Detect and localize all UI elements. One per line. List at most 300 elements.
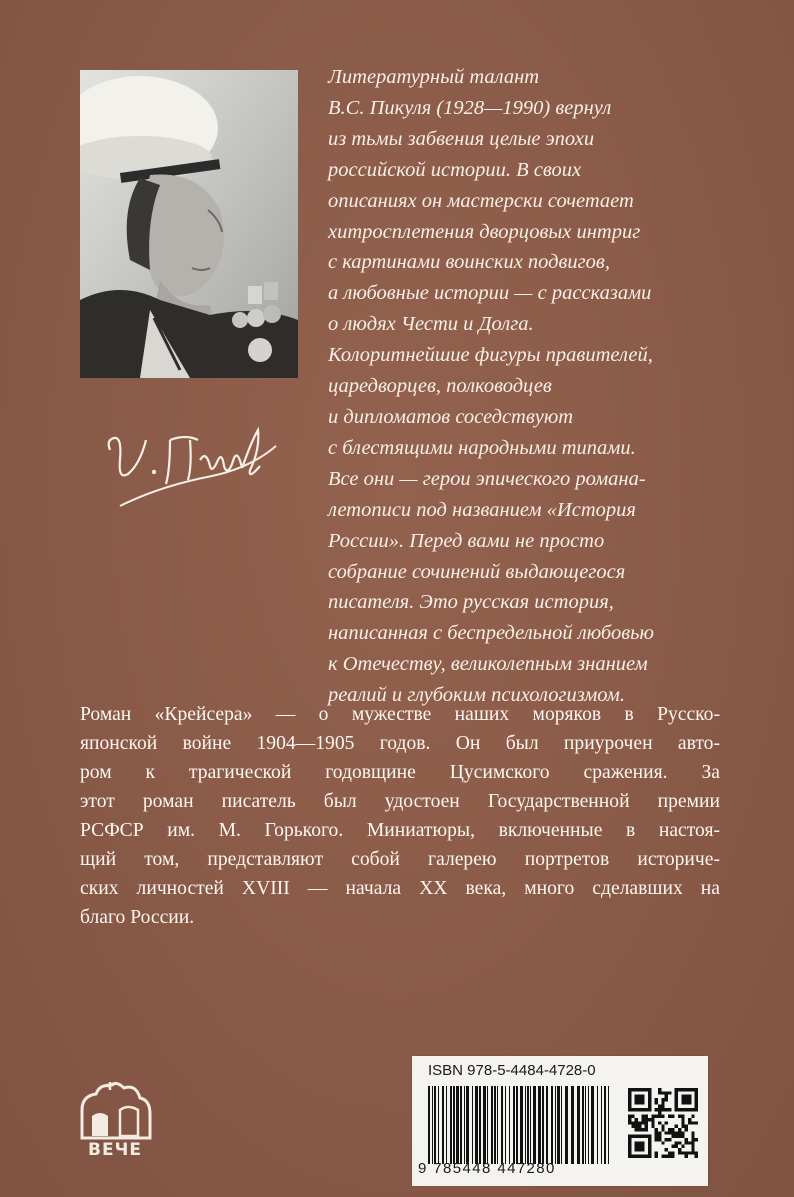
qr-module bbox=[681, 1098, 684, 1101]
qr-module bbox=[655, 1131, 658, 1134]
qr-module bbox=[671, 1131, 674, 1134]
qr-module bbox=[658, 1115, 661, 1118]
qr-module bbox=[691, 1108, 694, 1111]
barcode-bar bbox=[509, 1086, 510, 1164]
qr-module bbox=[691, 1115, 694, 1118]
qr-module bbox=[685, 1101, 688, 1104]
qr-module bbox=[658, 1138, 661, 1141]
qr-module bbox=[658, 1088, 661, 1091]
qr-module bbox=[678, 1088, 681, 1091]
qr-module bbox=[678, 1148, 681, 1151]
qr-module bbox=[645, 1121, 648, 1124]
qr-module bbox=[671, 1128, 674, 1131]
qr-module bbox=[641, 1095, 644, 1098]
qr-module bbox=[691, 1135, 694, 1138]
qr-module bbox=[655, 1098, 658, 1101]
qr-module bbox=[691, 1138, 694, 1141]
qr-module bbox=[635, 1088, 638, 1091]
barcode-bar bbox=[555, 1086, 556, 1164]
qr-module bbox=[648, 1098, 651, 1101]
qr-module bbox=[678, 1135, 681, 1138]
barcode-bar bbox=[428, 1086, 430, 1164]
qr-module bbox=[638, 1135, 641, 1138]
qr-module bbox=[648, 1145, 651, 1148]
qr-module bbox=[645, 1128, 648, 1131]
summary-line: этот роман писатель был удостоен Государственной премии bbox=[80, 791, 720, 812]
qr-module bbox=[635, 1145, 638, 1148]
qr-module bbox=[681, 1121, 684, 1124]
blurb-line: В.С. Пикуля (1928—1990) вернул bbox=[328, 96, 612, 119]
barcode-bar bbox=[438, 1086, 439, 1164]
qr-module bbox=[685, 1138, 688, 1141]
qr-module bbox=[661, 1115, 664, 1118]
qr-module bbox=[651, 1118, 654, 1121]
qr-module bbox=[668, 1115, 671, 1118]
qr-module bbox=[641, 1108, 644, 1111]
qr-module bbox=[678, 1108, 681, 1111]
barcode-bar bbox=[487, 1086, 488, 1164]
qr-module bbox=[648, 1095, 651, 1098]
qr-module bbox=[681, 1115, 684, 1118]
qr-module bbox=[631, 1088, 634, 1091]
book-summary bbox=[80, 700, 720, 932]
qr-module bbox=[661, 1105, 664, 1108]
barcode-bar bbox=[538, 1086, 541, 1164]
qr-module bbox=[661, 1125, 664, 1128]
qr-module bbox=[668, 1128, 671, 1131]
qr-module bbox=[691, 1131, 694, 1134]
qr-module bbox=[685, 1088, 688, 1091]
qr-module bbox=[631, 1155, 634, 1158]
qr-module bbox=[655, 1151, 658, 1154]
qr-module bbox=[695, 1088, 698, 1091]
qr-module bbox=[635, 1128, 638, 1131]
summary-line: ром к трагической годовщине Цусимского сражения. За bbox=[80, 762, 720, 783]
barcode-bar bbox=[520, 1086, 523, 1164]
qr-module bbox=[641, 1128, 644, 1131]
barcode-bar bbox=[491, 1086, 493, 1164]
qr-module bbox=[631, 1108, 634, 1111]
qr-module bbox=[688, 1088, 691, 1091]
qr-module bbox=[688, 1095, 691, 1098]
qr-module bbox=[658, 1121, 661, 1124]
qr-module bbox=[661, 1141, 664, 1144]
qr-module bbox=[638, 1148, 641, 1151]
qr-module bbox=[685, 1108, 688, 1111]
qr-module bbox=[668, 1131, 671, 1134]
qr-module bbox=[645, 1108, 648, 1111]
isbn-barcode-panel bbox=[412, 1056, 708, 1186]
qr-module bbox=[628, 1151, 631, 1154]
barcode-bar bbox=[456, 1086, 459, 1164]
qr-module bbox=[628, 1138, 631, 1141]
qr-module bbox=[648, 1151, 651, 1154]
qr-module bbox=[631, 1125, 634, 1128]
barcode-bar bbox=[479, 1086, 481, 1164]
qr-module bbox=[681, 1101, 684, 1104]
qr-module bbox=[675, 1095, 678, 1098]
qr-module bbox=[635, 1125, 638, 1128]
qr-module bbox=[635, 1148, 638, 1151]
qr-module bbox=[648, 1148, 651, 1151]
qr-module bbox=[648, 1091, 651, 1094]
qr-module bbox=[638, 1121, 641, 1124]
qr-module bbox=[635, 1118, 638, 1121]
qr-module bbox=[628, 1118, 631, 1121]
barcode-bar bbox=[577, 1086, 580, 1164]
qr-module bbox=[641, 1148, 644, 1151]
qr-module bbox=[675, 1105, 678, 1108]
qr-module bbox=[635, 1135, 638, 1138]
barcode-bar bbox=[561, 1086, 562, 1164]
qr-module bbox=[665, 1098, 668, 1101]
author-portrait-image bbox=[80, 70, 298, 378]
qr-module bbox=[645, 1115, 648, 1118]
blurb-line: и дипломатов соседствуют bbox=[328, 405, 574, 428]
qr-module bbox=[628, 1088, 631, 1091]
qr-module bbox=[678, 1131, 681, 1134]
barcode-bar bbox=[591, 1086, 594, 1164]
blurb-line: из тьмы забвения целые эпохи bbox=[328, 127, 595, 150]
qr-module bbox=[681, 1145, 684, 1148]
qr-module bbox=[688, 1118, 691, 1121]
qr-module bbox=[691, 1088, 694, 1091]
qr-module bbox=[641, 1135, 644, 1138]
qr-module bbox=[635, 1108, 638, 1111]
qr-module bbox=[641, 1098, 644, 1101]
blurb-line: царедворцев, полководцев bbox=[328, 375, 552, 398]
qr-module bbox=[695, 1098, 698, 1101]
blurb-line: к Отечеству, великолепным знанием bbox=[328, 653, 648, 676]
qr-module bbox=[678, 1151, 681, 1154]
qr-module bbox=[638, 1088, 641, 1091]
blurb-line: с блестящими народными типами. bbox=[328, 436, 636, 459]
qr-module bbox=[695, 1105, 698, 1108]
qr-module bbox=[655, 1108, 658, 1111]
barcode-bar bbox=[597, 1086, 598, 1164]
qr-module bbox=[668, 1138, 671, 1141]
summary-line: ских личностей XVIII — начала XX века, много сделавших на bbox=[80, 878, 720, 899]
qr-module bbox=[641, 1145, 644, 1148]
barcode-digits: 9 785448 447280 bbox=[418, 1160, 556, 1177]
qr-module bbox=[655, 1128, 658, 1131]
qr-module bbox=[685, 1095, 688, 1098]
qr-module bbox=[685, 1125, 688, 1128]
author-description bbox=[328, 62, 728, 711]
blurb-line: писателя. Это русская история, bbox=[328, 591, 614, 614]
blurb-line: России». Перед вами не просто bbox=[328, 529, 605, 552]
qr-module bbox=[665, 1131, 668, 1134]
barcode-bar bbox=[527, 1086, 529, 1164]
qr-module bbox=[628, 1091, 631, 1094]
barcode-bar bbox=[582, 1086, 584, 1164]
barcode-bar bbox=[434, 1086, 436, 1164]
qr-module bbox=[638, 1095, 641, 1098]
qr-module bbox=[665, 1138, 668, 1141]
qr-module bbox=[668, 1091, 671, 1094]
qr-module bbox=[641, 1141, 644, 1144]
qr-module bbox=[665, 1108, 668, 1111]
qr-module bbox=[665, 1148, 668, 1151]
signature-drawing bbox=[100, 410, 280, 520]
qr-module bbox=[628, 1115, 631, 1118]
qr-module bbox=[628, 1108, 631, 1111]
qr-module bbox=[648, 1141, 651, 1144]
qr-module bbox=[695, 1108, 698, 1111]
qr-module bbox=[638, 1155, 641, 1158]
qr-module bbox=[655, 1155, 658, 1158]
qr-module bbox=[645, 1118, 648, 1121]
barcode-bar bbox=[497, 1086, 498, 1164]
blurb-line: российской истории. В своих bbox=[328, 158, 582, 181]
qr-module bbox=[685, 1151, 688, 1154]
qr-module bbox=[638, 1125, 641, 1128]
qr-module bbox=[675, 1098, 678, 1101]
qr-module bbox=[681, 1095, 684, 1098]
qr-module bbox=[675, 1135, 678, 1138]
qr-module bbox=[695, 1101, 698, 1104]
qr-module bbox=[641, 1115, 644, 1118]
barcode-bar bbox=[533, 1086, 536, 1164]
barcode-bar bbox=[475, 1086, 478, 1164]
qr-module bbox=[648, 1135, 651, 1138]
qr-module bbox=[645, 1125, 648, 1128]
qr-module bbox=[628, 1135, 631, 1138]
barcode-bar bbox=[446, 1086, 447, 1164]
qr-module bbox=[681, 1125, 684, 1128]
qr-module bbox=[658, 1105, 661, 1108]
qr-module bbox=[635, 1155, 638, 1158]
qr-module bbox=[681, 1108, 684, 1111]
barcode-bar bbox=[565, 1086, 568, 1164]
qr-module bbox=[691, 1148, 694, 1151]
qr-module bbox=[688, 1121, 691, 1124]
qr-module bbox=[675, 1088, 678, 1091]
blurb-line: Все они — герои эпического романа- bbox=[328, 467, 646, 490]
barcode-icon bbox=[426, 1086, 616, 1164]
qr-module bbox=[695, 1095, 698, 1098]
barcode-bar bbox=[542, 1086, 544, 1164]
barcode-bar bbox=[525, 1086, 526, 1164]
qr-module bbox=[688, 1108, 691, 1111]
qr-module bbox=[648, 1155, 651, 1158]
qr-module bbox=[695, 1151, 698, 1154]
qr-module bbox=[635, 1101, 638, 1104]
blurb-line: описаниях он мастерски сочетает bbox=[328, 189, 634, 212]
qr-module bbox=[661, 1128, 664, 1131]
qr-module bbox=[668, 1155, 671, 1158]
blurb-line: написанная с беспредельной любовью bbox=[328, 622, 654, 645]
qr-module bbox=[648, 1118, 651, 1121]
qr-module bbox=[681, 1135, 684, 1138]
qr-module bbox=[631, 1121, 634, 1124]
qr-module bbox=[655, 1101, 658, 1104]
qr-module bbox=[635, 1095, 638, 1098]
qr-module bbox=[638, 1101, 641, 1104]
blurb-line: Колоритнейшие фигуры правителей, bbox=[328, 344, 653, 367]
qr-module bbox=[635, 1121, 638, 1124]
qr-module bbox=[671, 1151, 674, 1154]
qr-module bbox=[665, 1095, 668, 1098]
qr-module bbox=[675, 1091, 678, 1094]
qr-module bbox=[685, 1141, 688, 1144]
blurb-line: а любовные истории — с рассказами bbox=[328, 282, 652, 305]
qr-module bbox=[628, 1121, 631, 1124]
qr-module bbox=[638, 1128, 641, 1131]
barcode-bar bbox=[604, 1086, 606, 1164]
qr-module bbox=[651, 1121, 654, 1124]
qr-module bbox=[651, 1125, 654, 1128]
summary-line: японской войне 1904—1905 годов. Он был приурочен авто- bbox=[80, 733, 720, 754]
blurb-line: с картинами воинских подвигов, bbox=[328, 251, 610, 274]
qr-module bbox=[688, 1098, 691, 1101]
qr-module bbox=[678, 1128, 681, 1131]
qr-module bbox=[671, 1115, 674, 1118]
qr-module bbox=[675, 1131, 678, 1134]
qr-module bbox=[648, 1138, 651, 1141]
barcode-bar bbox=[464, 1086, 465, 1164]
qr-module bbox=[665, 1155, 668, 1158]
qr-module bbox=[658, 1108, 661, 1111]
blurb-line: реалий и глубоким психологизмом. bbox=[328, 684, 625, 707]
qr-module bbox=[638, 1108, 641, 1111]
author-signature bbox=[100, 410, 280, 520]
barcode-bar bbox=[588, 1086, 589, 1164]
summary-line: РСФСР им. М. Горького. Миниатюры, включенные в настоя- bbox=[80, 820, 720, 841]
qr-module bbox=[641, 1121, 644, 1124]
barcode-bar bbox=[501, 1086, 503, 1164]
qr-module bbox=[638, 1141, 641, 1144]
qr-module bbox=[661, 1155, 664, 1158]
qr-module bbox=[675, 1141, 678, 1144]
qr-module bbox=[658, 1091, 661, 1094]
qr-module bbox=[628, 1095, 631, 1098]
qr-module bbox=[688, 1101, 691, 1104]
qr-module bbox=[661, 1108, 664, 1111]
qr-module bbox=[628, 1105, 631, 1108]
blurb-line: Литературный талант bbox=[328, 66, 540, 88]
barcode-bar bbox=[608, 1086, 609, 1164]
qr-module bbox=[695, 1155, 698, 1158]
qr-module bbox=[648, 1105, 651, 1108]
qr-module bbox=[675, 1101, 678, 1104]
qr-module bbox=[688, 1151, 691, 1154]
qr-module bbox=[675, 1145, 678, 1148]
qr-module bbox=[691, 1121, 694, 1124]
qr-module bbox=[668, 1108, 671, 1111]
barcode-bar bbox=[557, 1086, 560, 1164]
blurb-line: о людях Чести и Долга. bbox=[328, 313, 534, 336]
qr-module bbox=[648, 1088, 651, 1091]
qr-module bbox=[651, 1115, 654, 1118]
qr-module bbox=[655, 1115, 658, 1118]
qr-module bbox=[635, 1141, 638, 1144]
qr-module bbox=[695, 1121, 698, 1124]
qr-module bbox=[671, 1145, 674, 1148]
qr-module bbox=[681, 1088, 684, 1091]
blurb-line: летописи под названием «История bbox=[328, 498, 636, 521]
barcode-bar bbox=[513, 1086, 515, 1164]
qr-module bbox=[638, 1145, 641, 1148]
qr-module bbox=[685, 1098, 688, 1101]
qr-module bbox=[688, 1141, 691, 1144]
qr-module bbox=[675, 1108, 678, 1111]
barcode-bar bbox=[516, 1086, 518, 1164]
isbn-number: ISBN 978-5-4484-4728-0 bbox=[428, 1062, 596, 1079]
qr-module bbox=[628, 1155, 631, 1158]
qr-module bbox=[658, 1131, 661, 1134]
barcode-bar bbox=[432, 1086, 433, 1164]
barcode-bar bbox=[442, 1086, 444, 1164]
qr-module bbox=[678, 1141, 681, 1144]
qr-module bbox=[681, 1131, 684, 1134]
qr-module bbox=[628, 1101, 631, 1104]
blurb-line: собрание сочинений выдающегося bbox=[328, 560, 626, 583]
qr-module bbox=[671, 1155, 674, 1158]
qr-module bbox=[695, 1091, 698, 1094]
publisher-emblem-icon bbox=[70, 1080, 160, 1140]
barcode-bar bbox=[551, 1086, 553, 1164]
qr-module bbox=[635, 1098, 638, 1101]
qr-module bbox=[641, 1088, 644, 1091]
qr-module bbox=[685, 1155, 688, 1158]
qr-module bbox=[638, 1098, 641, 1101]
barcode-bar bbox=[472, 1086, 473, 1164]
qr-module bbox=[695, 1138, 698, 1141]
barcode-bar bbox=[494, 1086, 496, 1164]
qr-module bbox=[681, 1151, 684, 1154]
qr-module bbox=[665, 1121, 668, 1124]
author-photo bbox=[80, 70, 298, 378]
qr-module bbox=[641, 1118, 644, 1121]
qr-module bbox=[648, 1101, 651, 1104]
qr-module bbox=[631, 1115, 634, 1118]
barcode-bar bbox=[546, 1086, 548, 1164]
qr-module bbox=[675, 1125, 678, 1128]
qr-module bbox=[645, 1155, 648, 1158]
summary-line: Роман «Крейсера» — о мужестве наших моряков в Русско- bbox=[80, 704, 720, 725]
qr-module bbox=[681, 1118, 684, 1121]
qr-module bbox=[628, 1098, 631, 1101]
qr-module bbox=[658, 1111, 661, 1114]
qr-module bbox=[691, 1141, 694, 1144]
qr-module bbox=[665, 1091, 668, 1094]
qr-module bbox=[628, 1141, 631, 1144]
qr-module bbox=[655, 1138, 658, 1141]
barcode-bar bbox=[466, 1086, 469, 1164]
qr-module bbox=[628, 1145, 631, 1148]
qr-module bbox=[668, 1151, 671, 1154]
qr-module bbox=[671, 1135, 674, 1138]
qr-module bbox=[661, 1101, 664, 1104]
qr-module bbox=[645, 1135, 648, 1138]
qr-module bbox=[661, 1098, 664, 1101]
qr-module bbox=[658, 1135, 661, 1138]
qr-module bbox=[631, 1135, 634, 1138]
summary-line: благо России. bbox=[80, 907, 195, 928]
qr-module bbox=[655, 1135, 658, 1138]
qr-module bbox=[628, 1148, 631, 1151]
barcode-bar bbox=[530, 1086, 531, 1164]
barcode-bar bbox=[453, 1086, 455, 1164]
blurb-line: хитросплетения дворцовых интриг bbox=[328, 220, 641, 243]
barcode-bar bbox=[450, 1086, 452, 1164]
qr-module bbox=[641, 1101, 644, 1104]
barcode-bar bbox=[601, 1086, 602, 1164]
qr-module bbox=[691, 1151, 694, 1154]
qr-module bbox=[691, 1145, 694, 1148]
qr-module bbox=[645, 1088, 648, 1091]
